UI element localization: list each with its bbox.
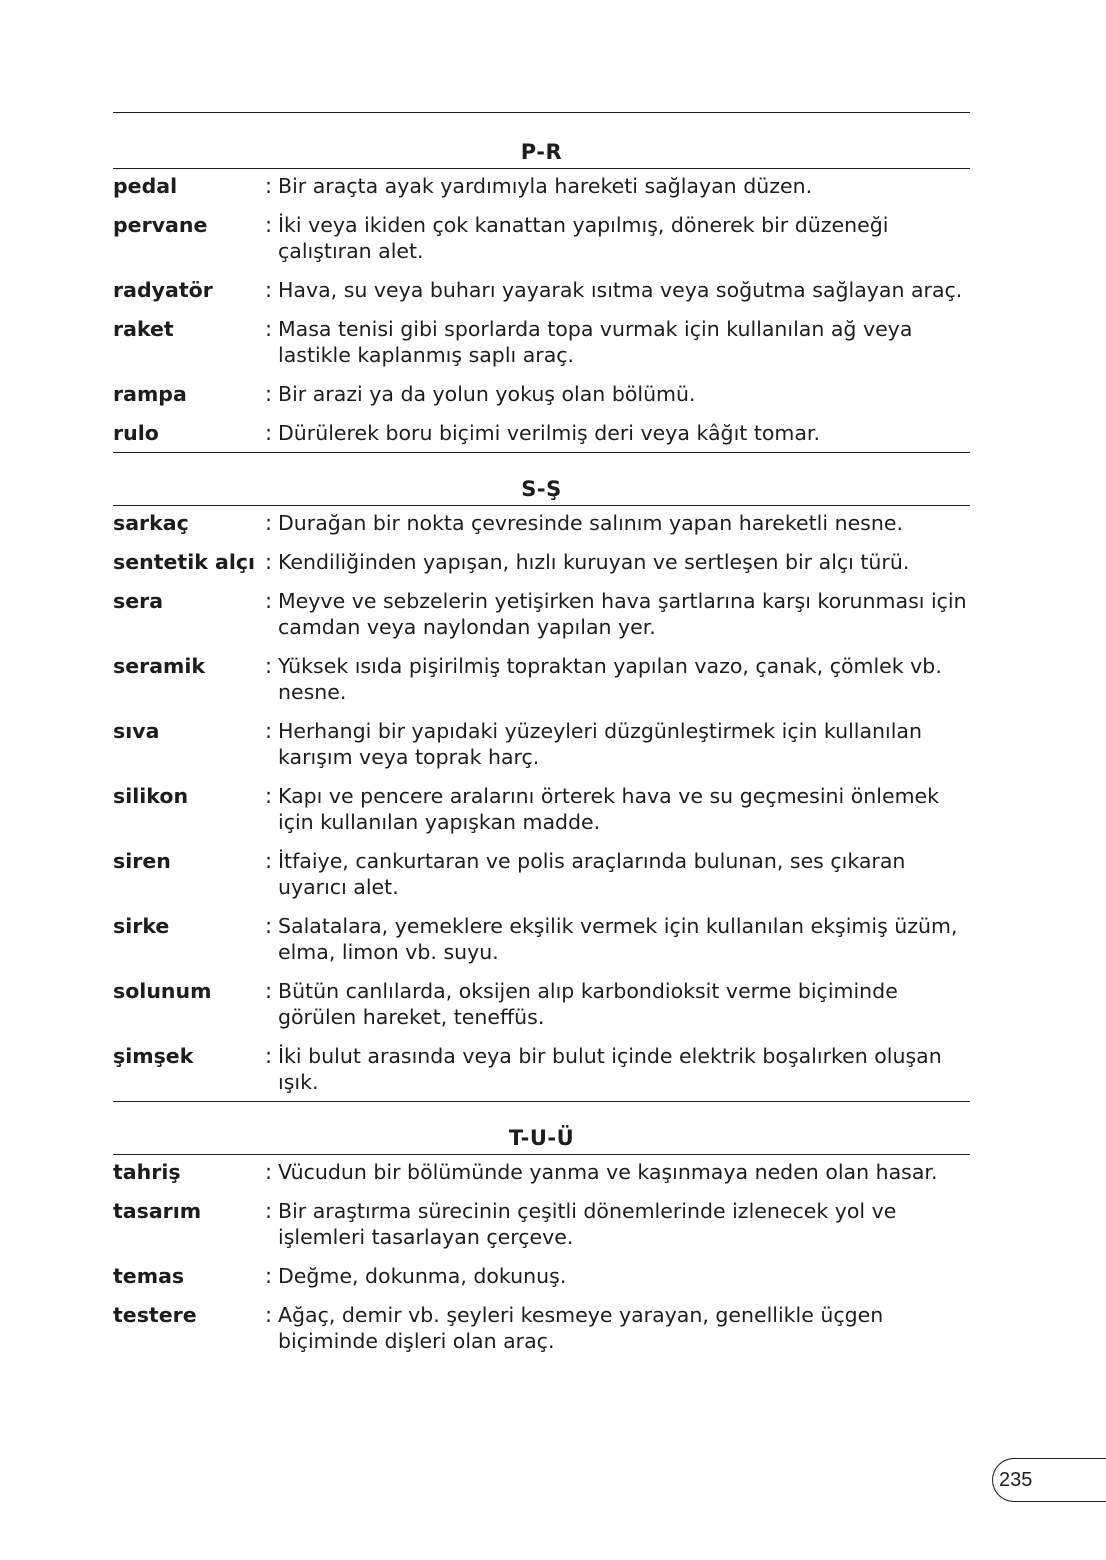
glossary-entry	[113, 173, 970, 199]
term: rulo	[113, 421, 159, 445]
definition: Kapı ve pencere aralarını örterek hava ve su geçmesini önlemek için kullanılan yapışkan madde.	[278, 784, 940, 834]
definition: Hava, su veya buharı yayarak ısıtma veya soğutma sağlayan araç.	[278, 278, 963, 302]
term: raket	[113, 317, 174, 341]
glossary-entry	[113, 978, 970, 1030]
glossary-entry	[113, 1263, 970, 1289]
definition: Vücudun bir bölümünde yanma ve kaşınmaya neden olan hasar.	[278, 1160, 938, 1184]
colon: :	[265, 1160, 273, 1184]
definition: İki bulut arasında veya bir bulut içinde elektrik boşalırken oluşan ışık.	[278, 1044, 942, 1094]
definition: Meyve ve sebzelerin yetişirken hava şartlarına karşı korunması için camdan veya naylondan yapılan yer.	[278, 589, 967, 639]
colon: :	[265, 914, 273, 938]
definition: Değme, dokunma, dokunuş.	[278, 1264, 567, 1288]
glossary-entry	[113, 1302, 970, 1354]
definition: Bütün canlılarda, oksijen alıp karbondioksit verme biçiminde görülen hareket, teneffüs.	[278, 979, 898, 1029]
term: tasarım	[113, 1199, 202, 1223]
colon: :	[265, 719, 273, 743]
colon: :	[265, 421, 273, 445]
term: sarkaç	[113, 511, 189, 535]
section-heading: T-U-Ü	[113, 1124, 970, 1155]
glossary-entry	[113, 588, 970, 640]
glossary-entry	[113, 420, 970, 446]
colon: :	[265, 784, 273, 808]
glossary-entry	[113, 510, 970, 536]
colon: :	[265, 1303, 273, 1327]
definition: Kendiliğinden yapışan, hızlı kuruyan ve sertleşen bir alçı türü.	[278, 550, 910, 574]
term: sirke	[113, 914, 170, 938]
glossary-entry	[113, 783, 970, 835]
colon: :	[265, 979, 273, 1003]
colon: :	[265, 654, 273, 678]
glossary-entry	[113, 848, 970, 900]
term: sıva	[113, 719, 160, 743]
entry-list	[113, 169, 970, 453]
term: sera	[113, 589, 164, 613]
section-p-r	[113, 138, 970, 453]
page-number: 235	[999, 1469, 1033, 1491]
term: testere	[113, 1303, 197, 1327]
definition: İki veya ikiden çok kanattan yapılmış, dönerek bir düzeneği çalıştıran alet.	[278, 213, 889, 263]
glossary-entry	[113, 1043, 970, 1095]
term: silikon	[113, 784, 189, 808]
definition: Bir araştırma sürecinin çeşitli dönemlerinde izlenecek yol ve işlemleri tasarlayan çerçeve.	[278, 1199, 897, 1249]
term: temas	[113, 1264, 185, 1288]
colon: :	[265, 550, 273, 574]
colon: :	[265, 278, 273, 302]
glossary-entry	[113, 718, 970, 770]
colon: :	[265, 317, 273, 341]
glossary-entry	[113, 381, 970, 407]
section-heading: S-Ş	[113, 475, 970, 506]
colon: :	[265, 511, 273, 535]
term: pervane	[113, 213, 208, 237]
definition: İtfaiye, cankurtaran ve polis araçlarında bulunan, ses çıkaran uyarıcı alet.	[278, 849, 906, 899]
colon: :	[265, 589, 273, 613]
section-s-sh	[113, 475, 970, 1102]
glossary-entry	[113, 277, 970, 303]
glossary-entry	[113, 1159, 970, 1185]
glossary-entry	[113, 1198, 970, 1250]
colon: :	[265, 174, 273, 198]
entry-list	[113, 1155, 970, 1360]
section-t-u-ue	[113, 1124, 970, 1360]
term: solunum	[113, 979, 212, 1003]
colon: :	[265, 1199, 273, 1223]
glossary-entry	[113, 212, 970, 264]
definition: Bir araçta ayak yardımıyla hareketi sağlayan düzen.	[278, 174, 813, 198]
term: radyatör	[113, 278, 213, 302]
glossary-entry	[113, 653, 970, 705]
term: sentetik alçı	[113, 550, 256, 574]
term: seramik	[113, 654, 206, 678]
term: rampa	[113, 382, 187, 406]
glossary-entry	[113, 316, 970, 368]
term: pedal	[113, 174, 178, 198]
definition: Dürülerek boru biçimi verilmiş deri veya kâğıt tomar.	[278, 421, 820, 445]
entry-list	[113, 506, 970, 1102]
definition: Bir arazi ya da yolun yokuş olan bölümü.	[278, 382, 696, 406]
term: siren	[113, 849, 171, 873]
section-heading: P-R	[113, 138, 970, 169]
definition: Yüksek ısıda pişirilmiş topraktan yapılan vazo, çanak, çömlek vb. nesne.	[278, 654, 942, 704]
definition: Ağaç, demir vb. şeyleri kesmeye yarayan, genellikle üçgen biçiminde dişleri olan araç.	[278, 1303, 884, 1353]
colon: :	[265, 382, 273, 406]
definition: Durağan bir nokta çevresinde salınım yapan hareketli nesne.	[278, 511, 903, 535]
term: tahriş	[113, 1160, 181, 1184]
definition: Masa tenisi gibi sporlarda topa vurmak için kullanılan ağ veya lastikle kaplanmış saplı araç.	[278, 317, 913, 367]
colon: :	[265, 1044, 273, 1068]
definition: Herhangi bir yapıdaki yüzeyleri düzgünleştirmek için kullanılan karışım veya toprak harç.	[278, 719, 922, 769]
glossary-entry	[113, 549, 970, 575]
top-divider	[113, 112, 970, 113]
glossary-content	[113, 138, 970, 1360]
colon: :	[265, 849, 273, 873]
colon: :	[265, 1264, 273, 1288]
colon: :	[265, 213, 273, 237]
definition: Salatalara, yemeklere ekşilik vermek için kullanılan ekşimiş üzüm, elma, limon vb. suyu.	[278, 914, 958, 964]
term: şimşek	[113, 1044, 194, 1068]
glossary-entry	[113, 913, 970, 965]
page-number-tab	[992, 1458, 1106, 1502]
